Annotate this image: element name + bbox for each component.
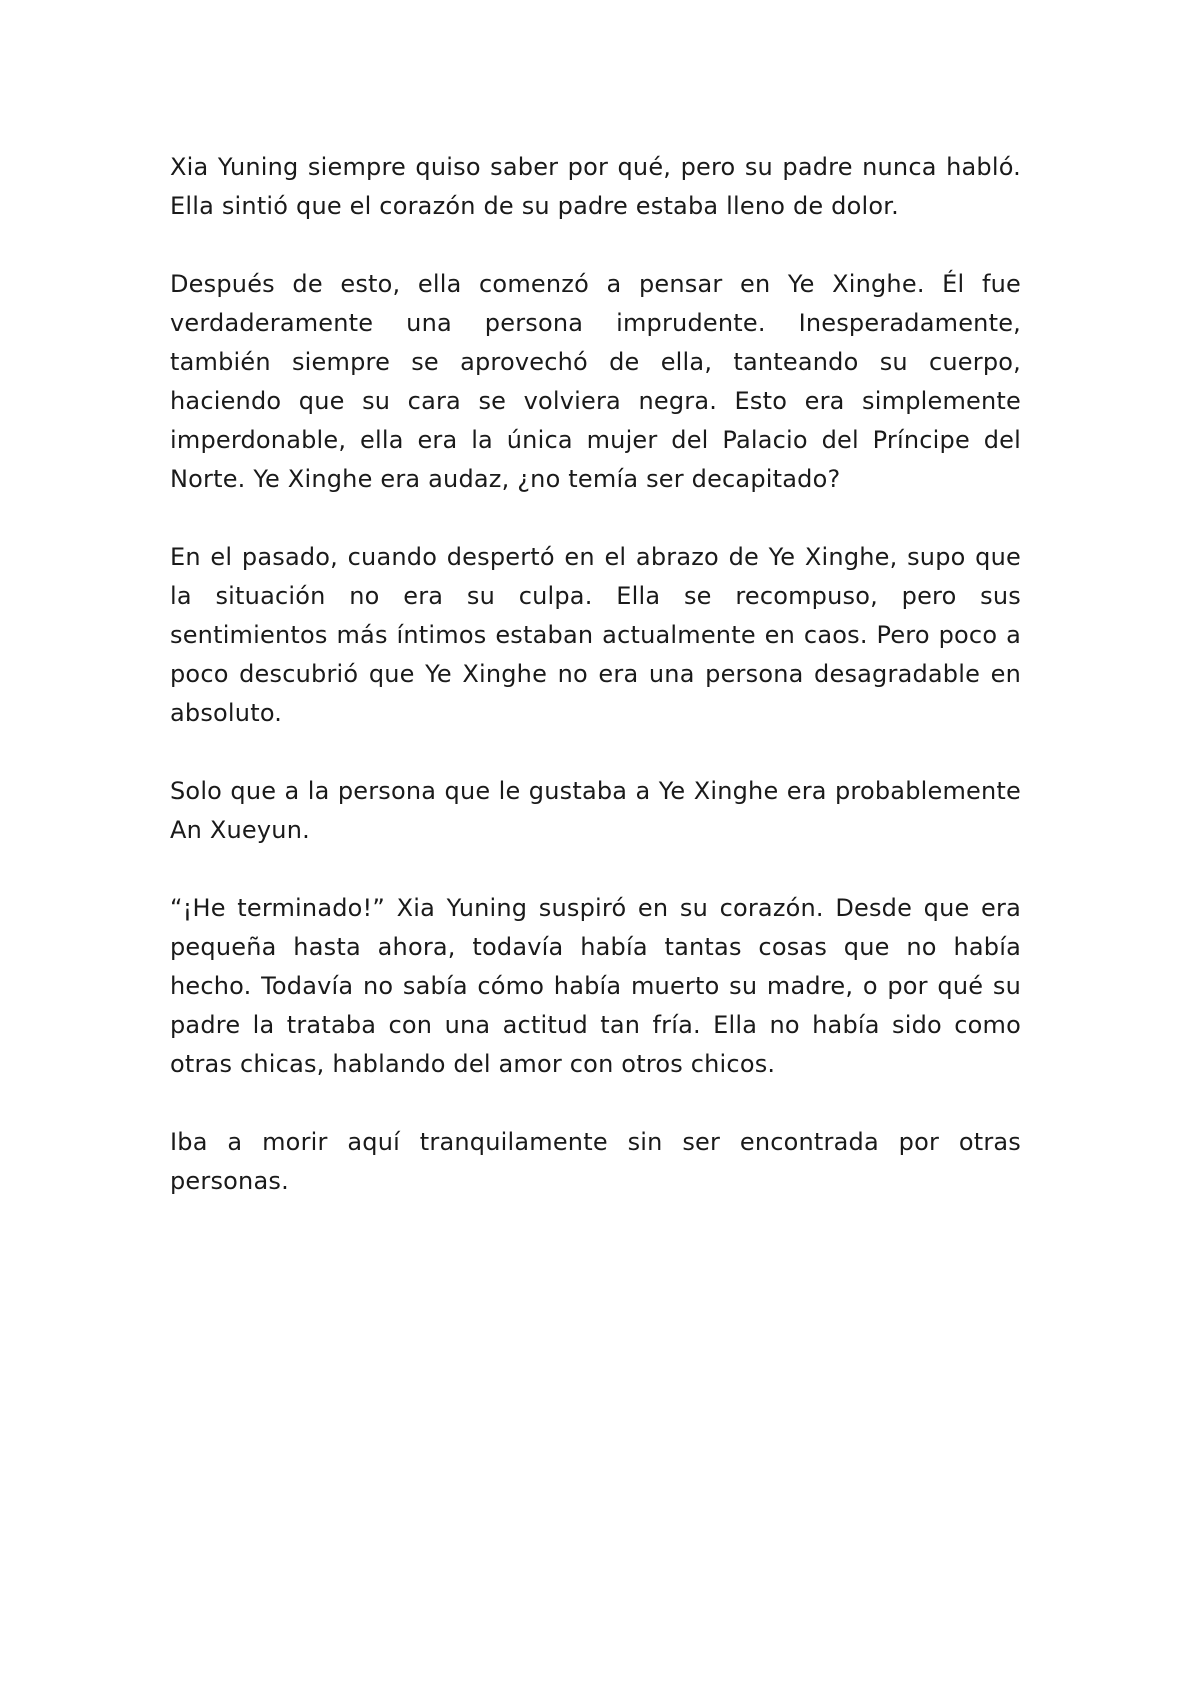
paragraph-3: En el pasado, cuando despertó en el abrazo de Ye Xinghe, supo que la situación no era su culpa. Ella se recompuso, pero sus sentimientos más íntimos estaban actualmente en caos. Pero poco a poco descubrió que Ye Xinghe no era una persona desagradable en absoluto. [170,543,1021,727]
paragraph-2: Después de esto, ella comenzó a pensar en Ye Xinghe. Él fue verdaderamente una persona imprudente. Inesperadamente, también siempre se aprovechó de ella, tanteando su cuerpo, haciendo que su cara se volviera negra. Esto era simplemente imperdonable, ella era la única mujer del Palacio del Príncipe del Norte. Ye Xinghe era audaz, ¿no temía ser decapitado? [170,270,1021,493]
paragraph-1: Xia Yuning siempre quiso saber por qué, pero su padre nunca habló. Ella sintió que el corazón de su padre estaba lleno de dolor. [170,153,1021,220]
paragraph-5: “¡He terminado!” Xia Yuning suspiró en su corazón. Desde que era pequeña hasta ahora, todavía había tantas cosas que no había hecho. Todavía no sabía cómo había muerto su madre, o por qué su padre la trataba con una actitud tan fría. Ella no había sido como otras chicas, hablando del amor con otros chicos. [170,894,1021,1078]
document-body [170,148,1021,1201]
paragraph-6: Iba a morir aquí tranquilamente sin ser encontrada por otras personas. [170,1128,1021,1195]
paragraph-4: Solo que a la persona que le gustaba a Ye Xinghe era probablemente An Xueyun. [170,777,1021,844]
